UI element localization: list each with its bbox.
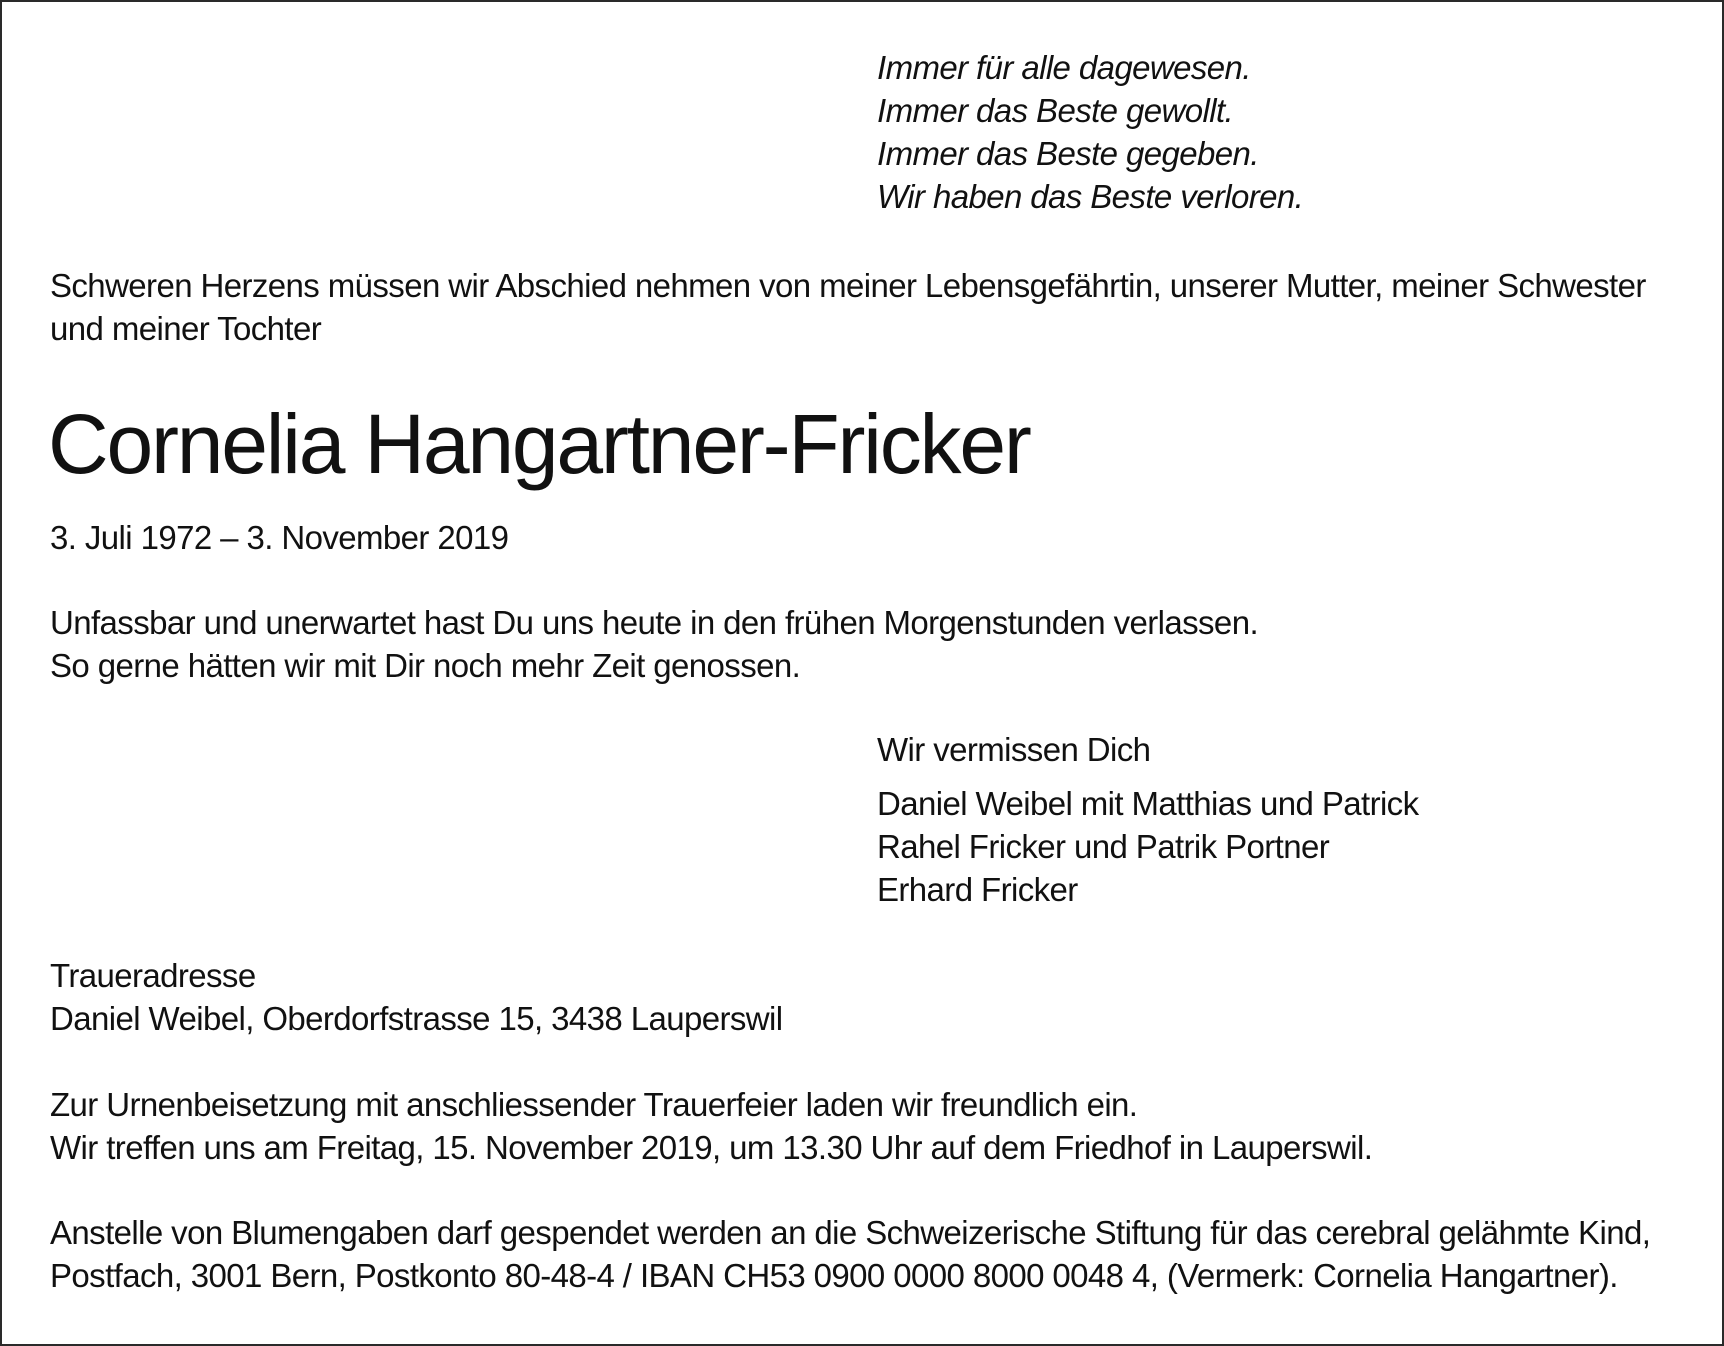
ceremony-line: Zur Urnenbeisetzung mit anschliessender Trauerfeier laden wir freundlich ein. — [50, 1086, 1138, 1123]
intro-line: und meiner Tochter — [50, 310, 322, 347]
mourners-list — [877, 782, 1419, 911]
intro-text — [50, 264, 1646, 350]
address-value: Daniel Weibel, Oberdorfstrasse 15, 3438 Lauperswil — [50, 1000, 783, 1037]
message-line: So gerne hätten wir mit Dir noch mehr Zeit genossen. — [50, 647, 801, 684]
ceremony-info — [50, 1083, 1372, 1169]
deceased-name: Cornelia Hangartner-Fricker — [48, 397, 1030, 491]
donation-info — [50, 1211, 1650, 1297]
farewell-message — [50, 601, 1258, 687]
donation-line: Anstelle von Blumengaben darf gespendet werden an die Schweizerische Stiftung für das cerebral gelähmte Kind, — [50, 1214, 1651, 1251]
message-line: Unfassbar und unerwartet hast Du uns heute in den frühen Morgenstunden verlassen. — [50, 604, 1259, 641]
memorial-poem — [877, 46, 1303, 218]
intro-line: Schweren Herzens müssen wir Abschied nehmen von meiner Lebensgefährtin, unserer Mutter, meiner Schwester — [50, 267, 1646, 304]
poem-line: Immer das Beste gewollt. — [877, 92, 1234, 129]
mourner-name: Erhard Fricker — [877, 871, 1078, 908]
address-label: Traueradresse — [50, 957, 256, 994]
poem-line: Immer für alle dagewesen. — [877, 49, 1251, 86]
signoff-phrase: Wir vermissen Dich — [877, 731, 1151, 768]
donation-line: Postfach, 3001 Bern, Postkonto 80-48-4 / IBAN CH53 0900 0000 8000 0048 4, (Vermerk: Cornelia Hangartner). — [50, 1257, 1618, 1294]
life-dates: 3. Juli 1972 – 3. November 2019 — [50, 519, 509, 556]
ceremony-line: Wir treffen uns am Freitag, 15. November 2019, um 13.30 Uhr auf dem Friedhof in Lauperswil. — [50, 1129, 1373, 1166]
mourner-name: Rahel Fricker und Patrik Portner — [877, 828, 1330, 865]
mourner-name: Daniel Weibel mit Matthias und Patrick — [877, 785, 1419, 822]
poem-line: Immer das Beste gegeben. — [877, 135, 1259, 172]
mourning-address — [50, 954, 782, 1040]
poem-line: Wir haben das Beste verloren. — [877, 178, 1304, 215]
